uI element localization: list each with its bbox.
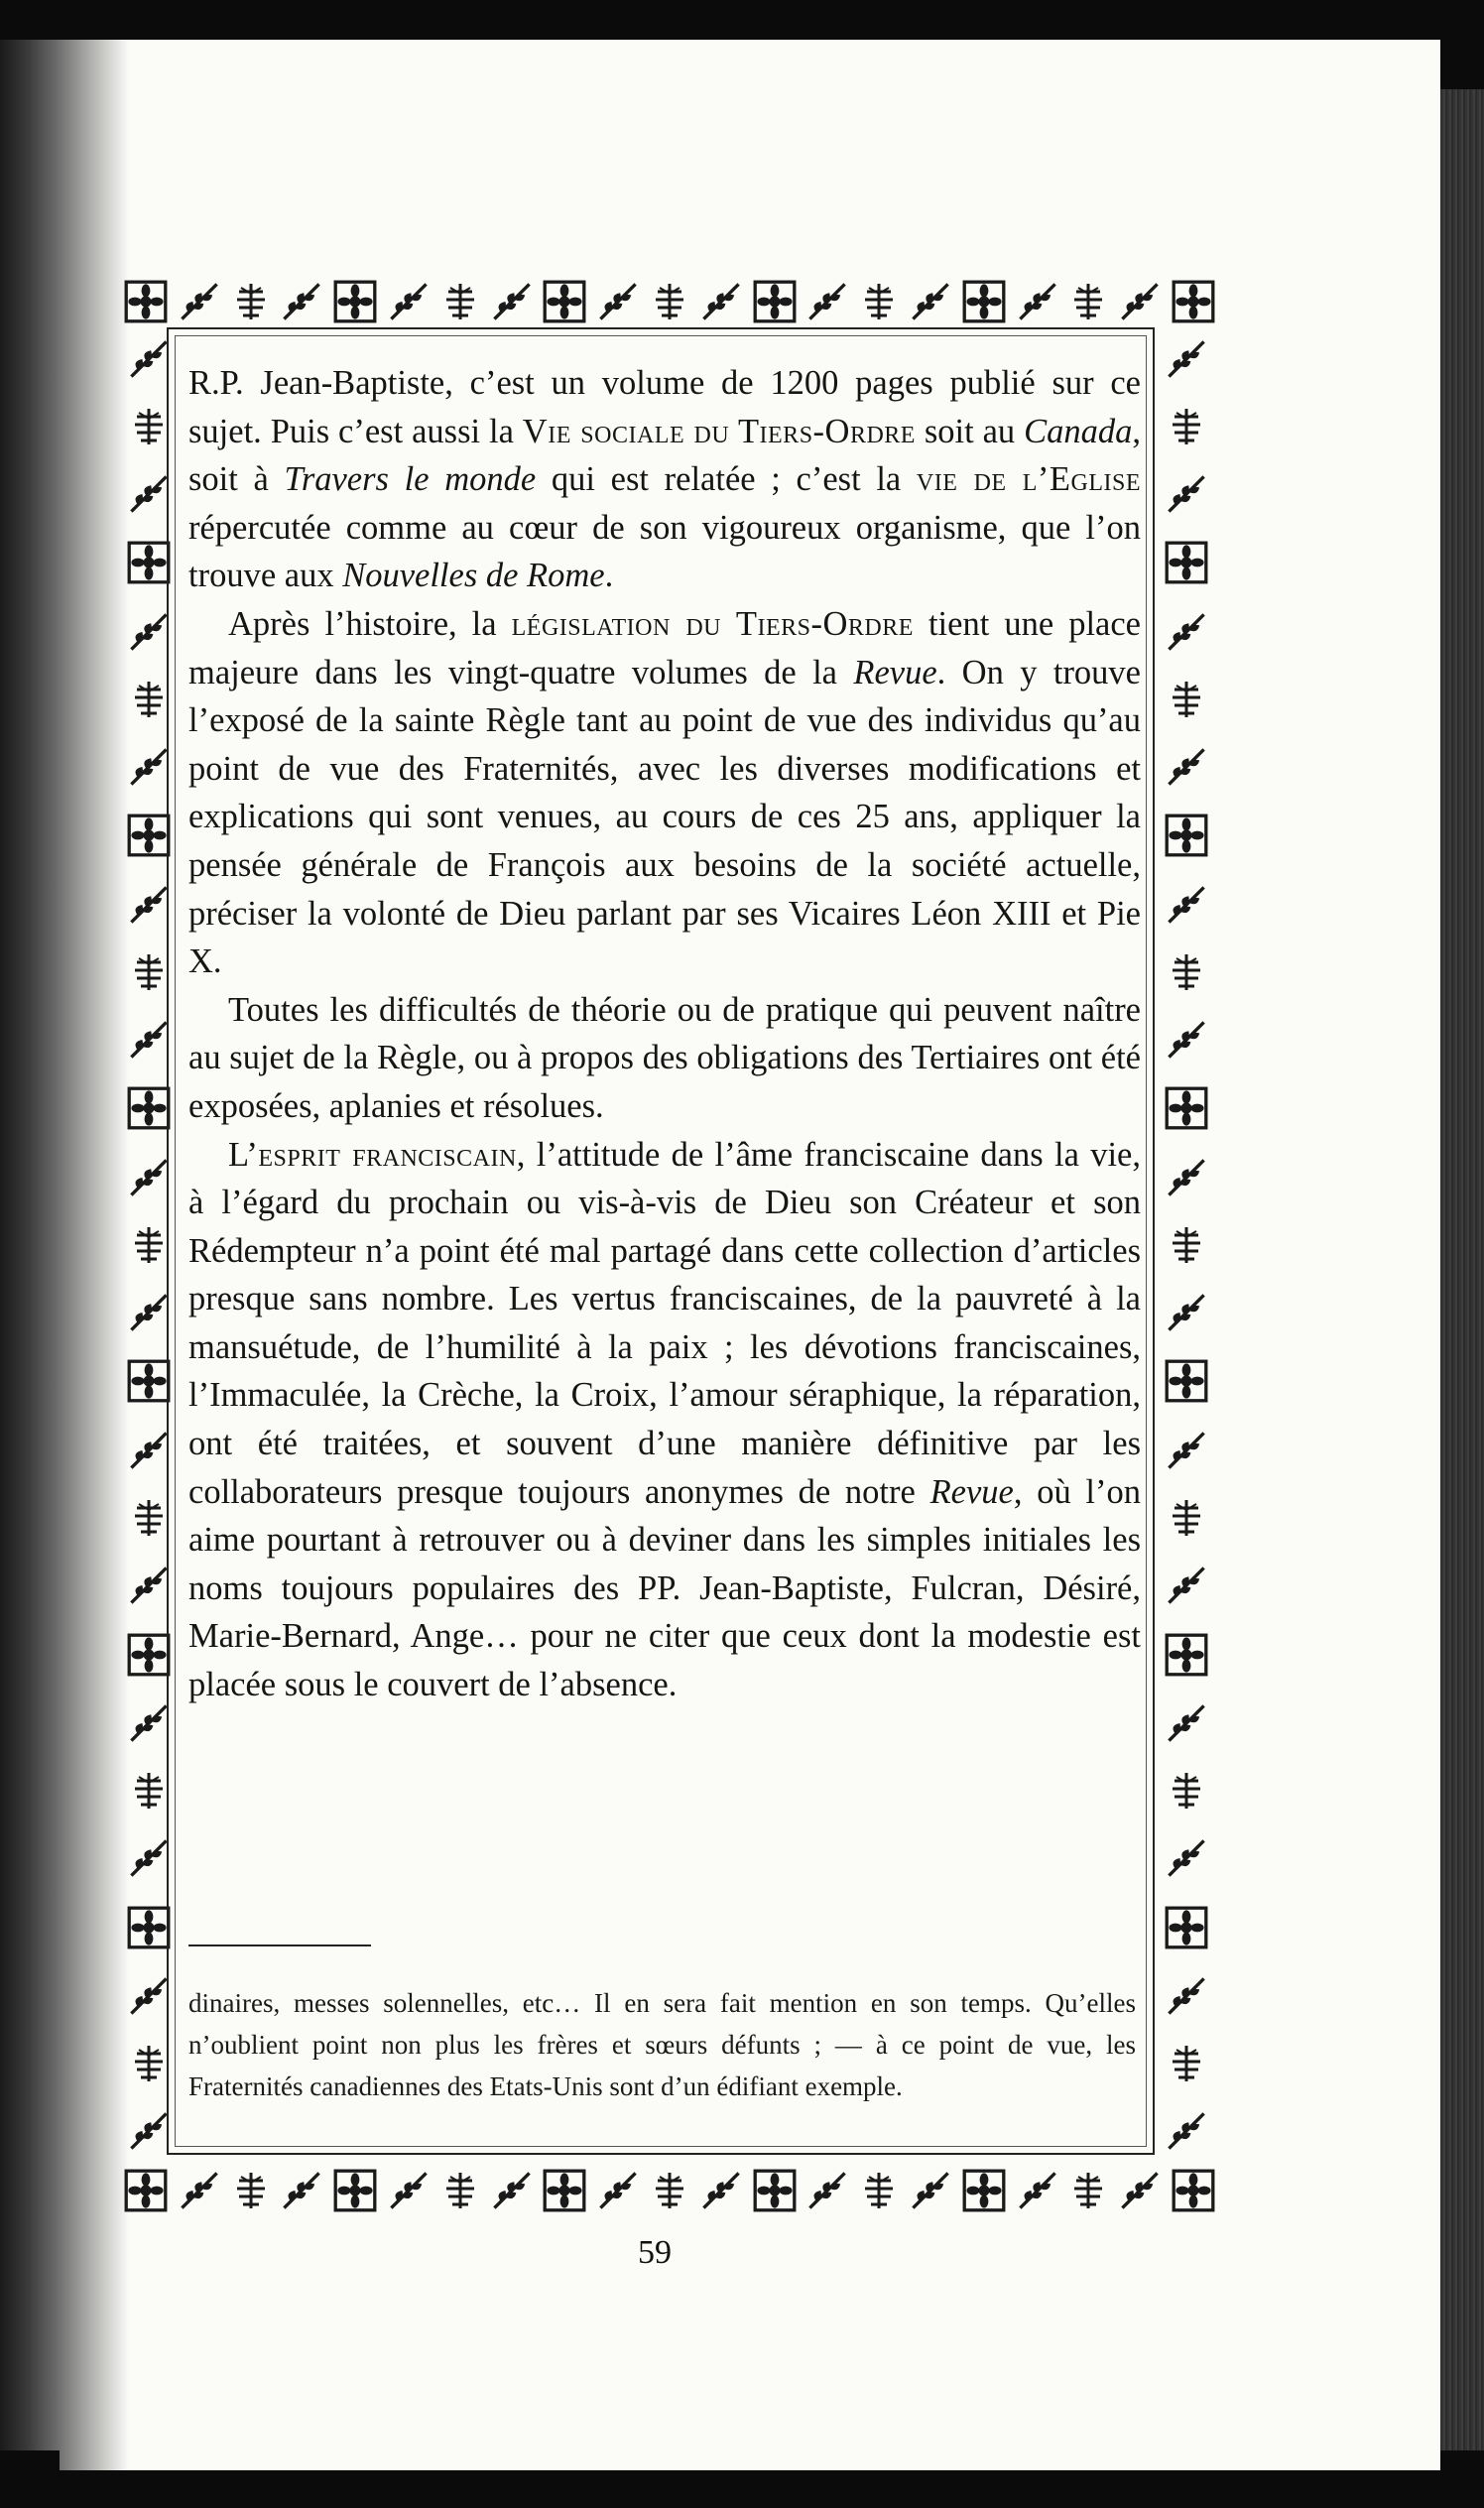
leaf-sprig-icon	[127, 1564, 171, 1607]
leaf-sprig-icon	[1165, 1836, 1208, 1880]
thistle-ornament-icon	[1167, 680, 1206, 719]
leaf-sprig-icon	[127, 1018, 171, 1062]
flower-ornament-icon	[1172, 2169, 1215, 2212]
thistle-ornament-icon	[129, 1498, 169, 1538]
text-run: , l’attitude de l’âme franciscaine dans la vie, à l’égard du prochain ou vis-à-vis de Dieu son Créateur et son Rédempteur n’a point été mal partagé dans cette collection d’articles presque sans nombre. Les vertus franciscaines, de la pauvreté à la mansuétude, de l’humilité à la paix ; les dévotions franciscaines, l’Immaculée, la Crèche, la Croix, l’amour séraphique, la réparation, ont été traitées, et souvent d’une manière définitive par les collaborateurs presque toujours anonymes de notre	[188, 1135, 1141, 1511]
leaf-sprig-icon	[127, 610, 171, 654]
leaf-sprig-icon	[805, 280, 849, 323]
leaf-sprig-icon	[178, 280, 221, 323]
leaf-sprig-icon	[596, 2169, 640, 2212]
text-run-smallcaps: L’esprit franciscain	[228, 1135, 517, 1174]
leaf-sprig-icon	[490, 280, 534, 323]
footnote: dinaires, messes solennelles, etc… Il en sera fait mention en son temps. Qu’elles n’oublient point non plus les frères et sœurs défunts ; — à ce point de vue, les Fraternités canadiennes des Etats-Unis sont d’un édifiant exemple.	[188, 1988, 1136, 2101]
leaf-sprig-icon	[127, 1156, 171, 1199]
thistle-ornament-icon	[231, 2171, 271, 2210]
body-text	[188, 359, 1141, 1709]
flower-ornament-icon	[1165, 1359, 1208, 1403]
text-run-italic: Revue	[929, 1472, 1014, 1511]
leaf-sprig-icon	[1118, 2169, 1162, 2212]
flower-ornament-icon	[127, 541, 171, 584]
leaf-sprig-icon	[805, 2169, 849, 2212]
thistle-ornament-icon	[129, 407, 169, 446]
leaf-sprig-icon	[178, 2169, 221, 2212]
ornament-border-bottom	[124, 2163, 1215, 2218]
thistle-ornament-icon	[1068, 282, 1108, 321]
leaf-sprig-icon	[387, 2169, 431, 2212]
flower-ornament-icon	[543, 280, 586, 323]
leaf-sprig-icon	[127, 1974, 171, 2018]
leaf-sprig-icon	[127, 745, 171, 789]
leaf-sprig-icon	[909, 2169, 952, 2212]
flower-ornament-icon	[333, 2169, 377, 2212]
thistle-ornament-icon	[129, 952, 169, 992]
text-run: .	[604, 557, 614, 595]
flower-ornament-icon	[1165, 1633, 1208, 1677]
leaf-sprig-icon	[699, 280, 743, 323]
leaf-sprig-icon	[596, 280, 640, 323]
thistle-ornament-icon	[129, 2044, 169, 2083]
thistle-ornament-icon	[1167, 2044, 1206, 2083]
flower-ornament-icon	[127, 1906, 171, 1949]
leaf-sprig-icon	[127, 472, 171, 516]
leaf-sprig-icon	[1165, 1018, 1208, 1062]
thistle-ornament-icon	[129, 1771, 169, 1811]
text-run: répercutée comme au cœur de son vigoureux organisme, que l’on trouve aux	[188, 508, 1141, 595]
leaf-sprig-icon	[1165, 1701, 1208, 1745]
flower-ornament-icon	[1165, 814, 1208, 857]
leaf-sprig-icon	[1165, 745, 1208, 789]
flower-ornament-icon	[1172, 280, 1215, 323]
leaf-sprig-icon	[1165, 2109, 1208, 2153]
thistle-ornament-icon	[440, 2171, 480, 2210]
leaf-sprig-icon	[1165, 1564, 1208, 1607]
leaf-sprig-icon	[1165, 610, 1208, 654]
flower-ornament-icon	[962, 280, 1006, 323]
text-run: qui est relatée ; c’est la	[536, 460, 917, 499]
flower-ornament-icon	[543, 2169, 586, 2212]
leaf-sprig-icon	[1165, 337, 1208, 381]
flower-ornament-icon	[753, 280, 797, 323]
leaf-sprig-icon	[490, 2169, 534, 2212]
flower-ornament-icon	[124, 280, 168, 323]
thistle-ornament-icon	[1167, 952, 1206, 992]
leaf-sprig-icon	[1118, 280, 1162, 323]
leaf-sprig-icon	[1165, 1429, 1208, 1472]
leaf-sprig-icon	[127, 2109, 171, 2153]
text-run-italic: Nouvelles de Rome	[342, 557, 605, 595]
thistle-ornament-icon	[1167, 1771, 1206, 1811]
flower-ornament-icon	[124, 2169, 168, 2212]
flower-ornament-icon	[1165, 1086, 1208, 1130]
leaf-sprig-icon	[127, 1836, 171, 1880]
text-run: . On y trouve l’exposé de la sainte Règle tant au point de vue des individus qu’au point de vue des Fraternités, avec les diverses modifications et explications qui sont venues, au cours de ces 25 ans, appliquer la pensée générale de François aux besoins de la société actuelle, préciser la volonté de Dieu parlant par ses Vicaires Léon XIII et Pie X.	[188, 653, 1141, 981]
thistle-ornament-icon	[231, 282, 271, 321]
paragraph	[188, 359, 1141, 600]
thistle-ornament-icon	[1167, 407, 1206, 446]
book-page-edges	[1436, 89, 1484, 2450]
paragraph	[188, 986, 1141, 1131]
leaf-sprig-icon	[1165, 472, 1208, 516]
leaf-sprig-icon	[127, 883, 171, 927]
flower-ornament-icon	[753, 2169, 797, 2212]
thistle-ornament-icon	[129, 680, 169, 719]
text-run: tient une place majeure dans les vingt-quatre volumes de la	[188, 604, 1141, 691]
text-run-smallcaps: Vie sociale du Tiers-Ordre	[522, 412, 916, 450]
ornament-border-right	[1159, 337, 1214, 2153]
text-run: soit au	[915, 412, 1025, 450]
text-run-smallcaps: législation du Tiers-Ordre	[511, 604, 914, 643]
text-run-italic: Canada	[1024, 412, 1133, 450]
thistle-ornament-icon	[650, 282, 689, 321]
leaf-sprig-icon	[127, 1429, 171, 1472]
thistle-ornament-icon	[1167, 1225, 1206, 1265]
leaf-sprig-icon	[127, 1291, 171, 1334]
leaf-sprig-icon	[127, 1701, 171, 1745]
leaf-sprig-icon	[1165, 1291, 1208, 1334]
thistle-ornament-icon	[859, 282, 899, 321]
paragraph	[188, 1131, 1141, 1709]
ornament-border-top	[124, 274, 1215, 329]
leaf-sprig-icon	[280, 280, 323, 323]
leaf-sprig-icon	[127, 337, 171, 381]
thistle-ornament-icon	[1068, 2171, 1108, 2210]
page-number: 59	[638, 2234, 672, 2271]
thistle-ornament-icon	[440, 282, 480, 321]
flower-ornament-icon	[962, 2169, 1006, 2212]
thistle-ornament-icon	[1167, 1498, 1206, 1538]
leaf-sprig-icon	[280, 2169, 323, 2212]
text-run: R.P. Jean-Baptiste, c’est un volume de 1200 pages publié sur ce sujet. Puis c’est aussi la	[188, 364, 1141, 450]
leaf-sprig-icon	[699, 2169, 743, 2212]
paragraph	[188, 600, 1141, 986]
text-run: Toutes les difficultés de théorie ou de pratique qui peuvent naître au sujet de la Règle, ou à propos des obligations des Tertiaires ont été exposées, aplanies et résolues.	[188, 990, 1141, 1125]
text-run: , soit à	[188, 412, 1141, 499]
leaf-sprig-icon	[1165, 1156, 1208, 1199]
leaf-sprig-icon	[909, 280, 952, 323]
flower-ornament-icon	[1165, 541, 1208, 584]
leaf-sprig-icon	[1165, 1974, 1208, 2018]
flower-ornament-icon	[1165, 1906, 1208, 1949]
thistle-ornament-icon	[650, 2171, 689, 2210]
leaf-sprig-icon	[387, 280, 431, 323]
text-run: Après l’histoire, la	[228, 604, 512, 643]
footnote-rule	[188, 1944, 371, 1946]
flower-ornament-icon	[333, 280, 377, 323]
page-gutter-shadow	[60, 40, 129, 2470]
flower-ornament-icon	[127, 814, 171, 857]
flower-ornament-icon	[127, 1359, 171, 1403]
leaf-sprig-icon	[1016, 280, 1059, 323]
leaf-sprig-icon	[1016, 2169, 1059, 2212]
thistle-ornament-icon	[859, 2171, 899, 2210]
text-run-italic: Travers le monde	[284, 460, 537, 499]
text-run-smallcaps: vie de l’Eglise	[916, 460, 1141, 499]
text-run-italic: Revue	[853, 653, 937, 691]
leaf-sprig-icon	[1165, 883, 1208, 927]
flower-ornament-icon	[127, 1633, 171, 1677]
flower-ornament-icon	[127, 1086, 171, 1130]
text-run: , où l’on aime pourtant à retrouver ou à deviner dans les simples initiales les noms toujours populaires des PP. Jean-Baptiste, Fulcran, Désiré, Marie-Bernard, Ange… pour ne citer que ceux dont la modestie est placée sous le couvert de l’absence.	[188, 1472, 1142, 1704]
thistle-ornament-icon	[129, 1225, 169, 1265]
